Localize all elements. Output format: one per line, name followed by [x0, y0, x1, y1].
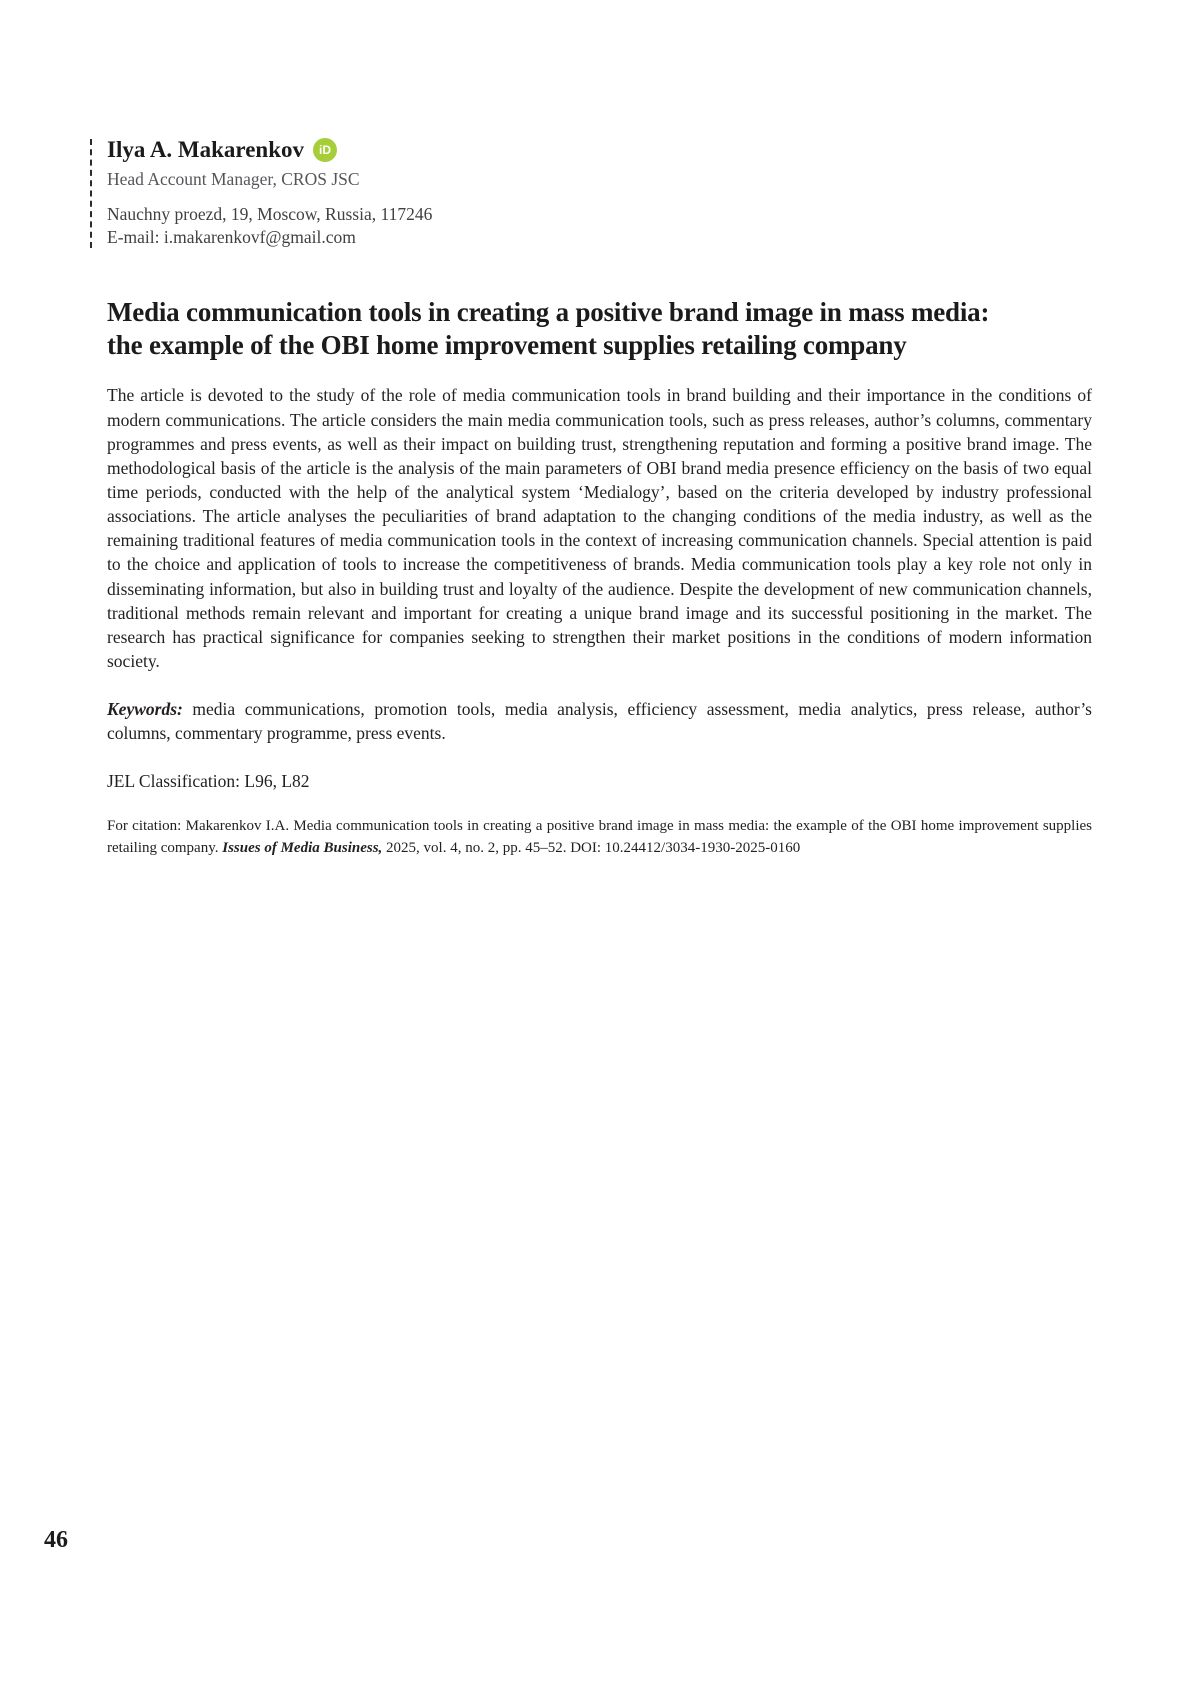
article-title: Media communication tools in creating a positive brand image in mass media: the example of the OBI home improvement supplies retailing company — [107, 296, 990, 361]
page-number: 46 — [44, 1527, 68, 1553]
author-email: E-mail: i.makarenkovf@gmail.com — [107, 227, 356, 248]
author-block — [107, 136, 1092, 249]
journal-name: Issues of Media Business, — [222, 839, 383, 856]
keywords-line — [107, 697, 1092, 745]
author-name: Ilya A. Makarenkov — [107, 137, 305, 162]
citation-prefix: For citation: Makarenkov I.A. Media communication tools in creating a positive brand image in mass media: the example of the OBI home improvement supplies retailing company. — [107, 818, 1092, 856]
citation-line — [107, 816, 1092, 859]
jel-classification: JEL Classification: L96, L82 — [107, 771, 310, 792]
author-address: Nauchny proezd, 19, Moscow, Russia, 117246 — [107, 204, 433, 225]
article-content — [107, 136, 1092, 859]
keywords-text: media communications, promotion tools, media analysis, efficiency assessment, media analytics, press release, author’s columns, commentary programme, press events. — [107, 699, 1092, 744]
citation-suffix: 2025, vol. 4, no. 2, pp. 45–52. DOI: 10.24412/3034-1930-2025-0160 — [382, 839, 801, 856]
orcid-icon[interactable]: iD — [313, 138, 337, 162]
keywords-label: Keywords: — [107, 699, 183, 720]
abstract-text: The article is devoted to the study of the role of media communication tools in brand building and their importance in the conditions of modern communications. The article considers the main media communication tools, such as press releases, author’s columns, commentary programmes and press events, as well as their impact on building trust, strengthening reputation and forming a positive brand image. The methodological basis of the article is the analysis of the main parameters of OBI brand media presence efficiency on the basis of two equal time periods, conducted with the help of the analytical system ‘Medialogy’, based on the criteria developed by industry professional associations. The article analyses the peculiarities of brand adaptation to the changing conditions of the media industry, as well as the remaining traditional features of media communication tools in the context of increasing communication channels. Special attention is paid to the choice and application of tools to increase the competitiveness of brands. Media communication tools play a key role not only in disseminating information, but also in building trust and loyalty of the audience. Despite the development of new communication channels, traditional methods remain relevant and important for creating a unique brand image and its successful positioning in the market. The research has practical significance for companies seeking to strengthen their market positions in the conditions of modern information society. — [107, 385, 1092, 671]
author-role: Head Account Manager, CROS JSC — [107, 168, 360, 189]
author-name-row — [107, 136, 1092, 164]
